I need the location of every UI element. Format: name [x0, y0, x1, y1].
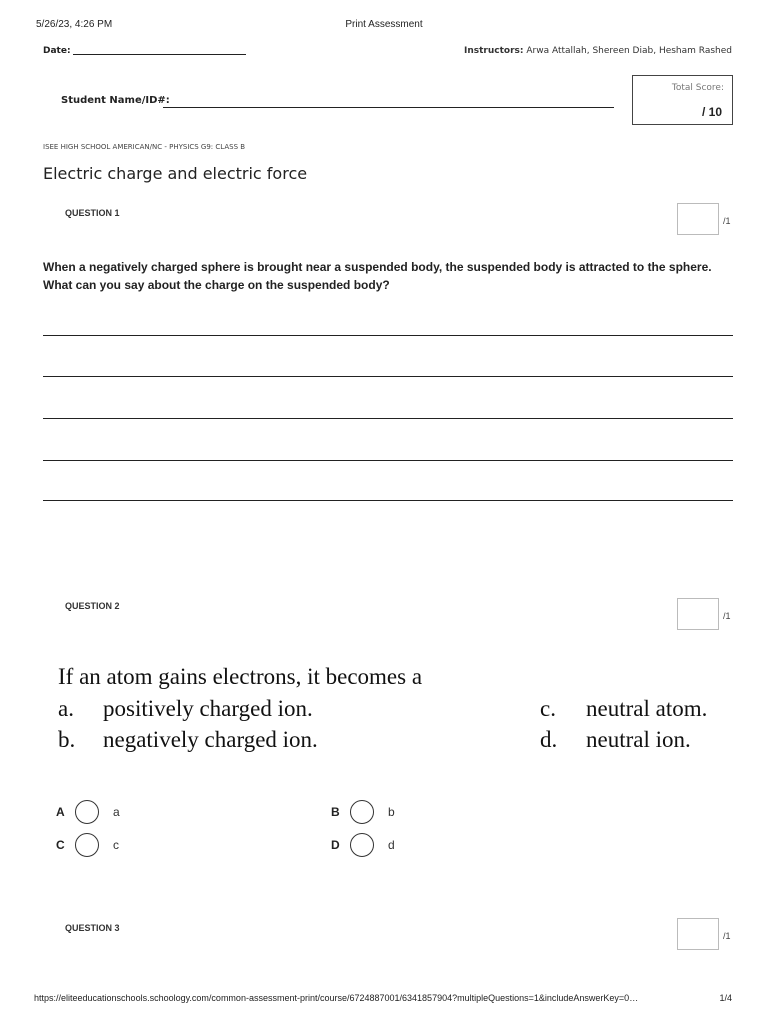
date-label: Date: — [43, 46, 71, 56]
total-score-box — [632, 75, 733, 125]
choice-a-text: positively charged ion. — [103, 696, 313, 721]
option-b-radio[interactable] — [350, 800, 374, 824]
total-score-label: Total Score: — [671, 83, 724, 93]
option-b-text: b — [388, 805, 395, 819]
option-a-text: a — [113, 805, 120, 819]
answer-line — [43, 376, 733, 377]
print-title: Print Assessment — [345, 19, 423, 30]
choice-b-text: negatively charged ion. — [103, 727, 318, 752]
question-2-image — [43, 660, 743, 760]
option-b-letter: B — [331, 805, 340, 819]
footer-page-number: 1/4 — [719, 993, 732, 1003]
option-c-radio[interactable] — [75, 833, 99, 857]
choice-d-text: neutral ion. — [586, 727, 691, 752]
choice-c-text: neutral atom. — [586, 696, 708, 721]
footer-url: https://eliteeducationschools.schoology.com/common-assessment-print/course/6724887001/6341857904?multipleQuestions=1&includeAnswerKey=0… — [34, 993, 639, 1003]
option-a-letter: A — [56, 805, 65, 819]
total-score-value: / 10 — [701, 105, 722, 119]
choice-a-letter: a. — [58, 696, 74, 721]
option-d-letter: D — [331, 838, 340, 852]
print-datetime: 5/26/23, 4:26 PM — [36, 19, 113, 30]
question-3-label: QUESTION 3 — [65, 923, 120, 933]
question-1-label: QUESTION 1 — [65, 208, 120, 218]
instructors-names: Arwa Attallah, Shereen Diab, Hesham Rashed — [526, 46, 732, 56]
question-2-points-max: /1 — [723, 611, 731, 621]
answer-line — [43, 500, 733, 501]
answer-line — [43, 418, 733, 419]
section-title: Electric charge and electric force — [43, 164, 308, 183]
choice-c-letter: c. — [540, 696, 556, 721]
question-2-points-input[interactable] — [677, 598, 719, 630]
question-1-points-max: /1 — [723, 216, 731, 226]
instructors-label: Instructors: — [464, 46, 524, 56]
student-name-line — [163, 107, 614, 108]
answer-line — [43, 335, 733, 336]
option-c-text: c — [113, 838, 119, 852]
date-field-line — [73, 54, 246, 55]
option-d-radio[interactable] — [350, 833, 374, 857]
choice-b-letter: b. — [58, 727, 76, 752]
question-2-stem: If an atom gains electrons, it becomes a — [58, 664, 423, 689]
question-3-points-input[interactable] — [677, 918, 719, 950]
course-name: ISEE HIGH SCHOOL AMERICAN/NC - PHYSICS G9: CLASS B — [43, 143, 246, 151]
option-c-letter: C — [56, 838, 65, 852]
question-1-text: When a negatively charged sphere is brought near a suspended body, the suspended body is attracted to the sphere. What can you say about the charge on the suspended body? — [43, 260, 712, 292]
option-a-radio[interactable] — [75, 800, 99, 824]
answer-line — [43, 460, 733, 461]
question-1-points-input[interactable] — [677, 203, 719, 235]
student-name-label: Student Name/ID#: — [61, 95, 170, 106]
option-d-text: d — [388, 838, 395, 852]
choice-d-letter: d. — [540, 727, 558, 752]
question-3-points-max: /1 — [723, 931, 731, 941]
question-2-label: QUESTION 2 — [65, 601, 120, 611]
instructors-line — [464, 46, 732, 56]
